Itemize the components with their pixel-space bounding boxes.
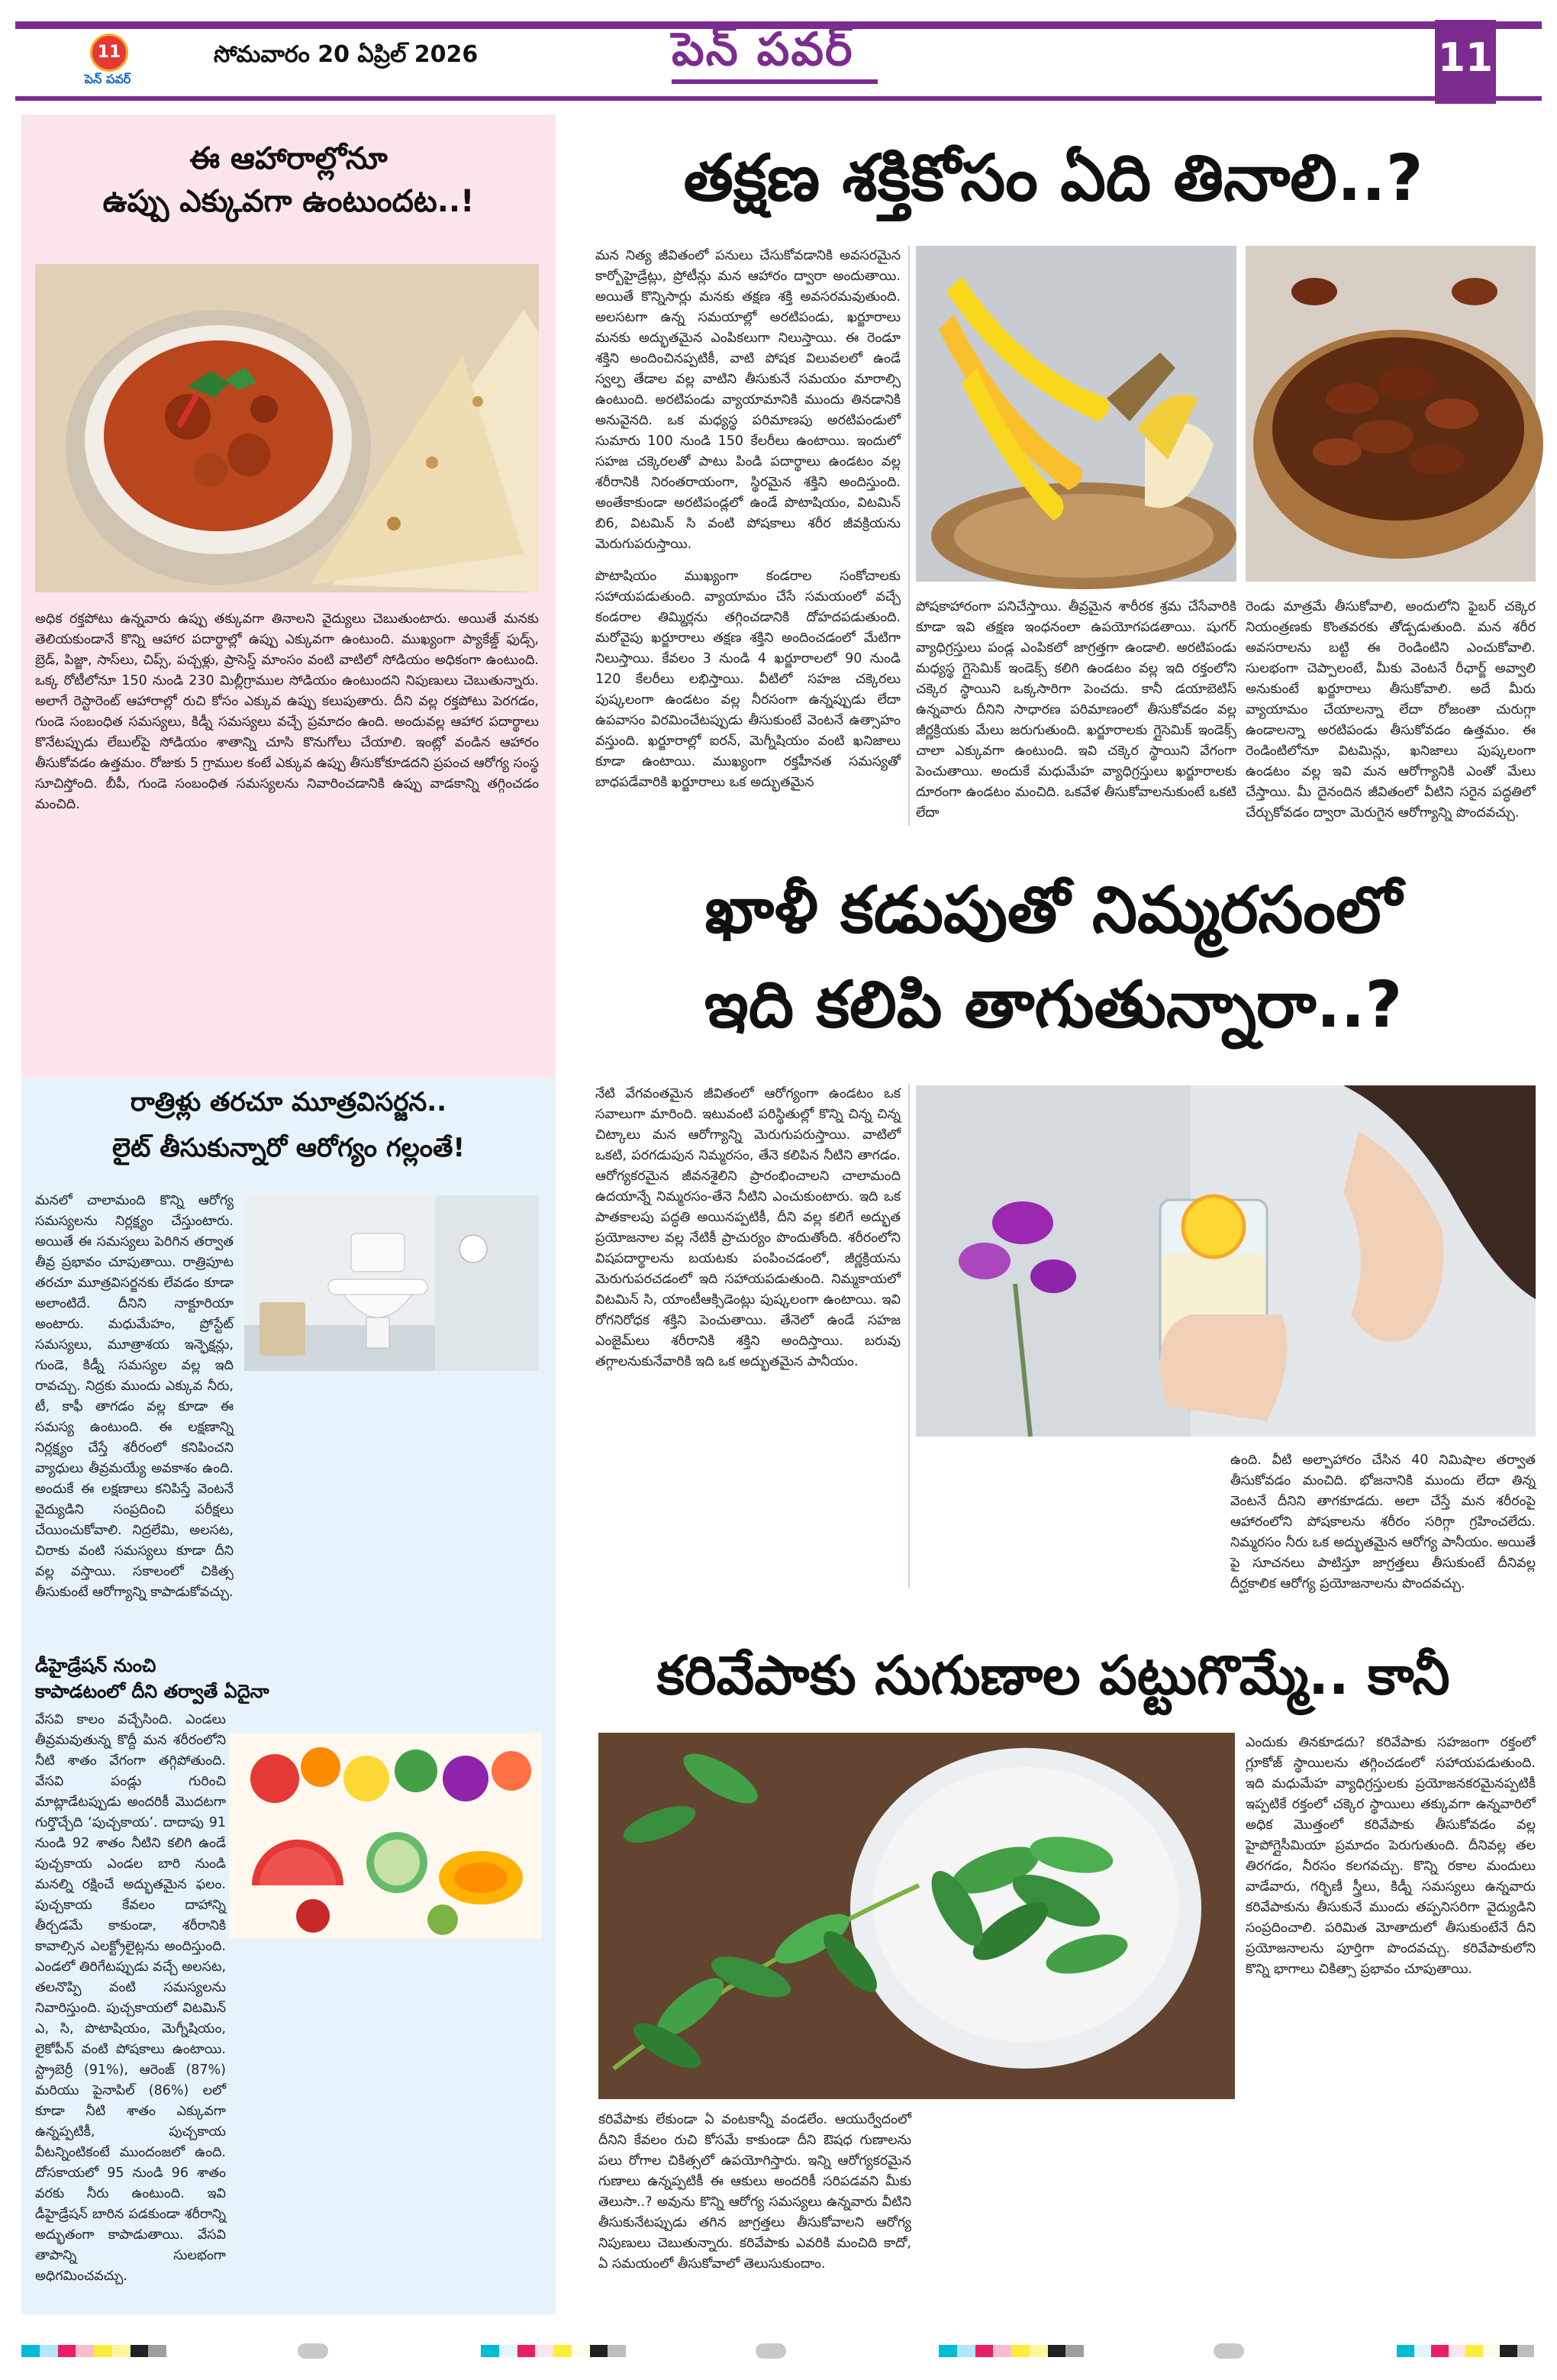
curry-body-right: ఎందుకు తినకూడదు? కరివేపాకు సహజంగా రక్తంలో గ్లూకోజ్ స్థాయిలను తగ్గించడంలో సహాయపడుతుంది. ఇది మధుమేహ వ్యాధిగ్రస్తులకు ప్రయోజనకరమైనప్పటికీ ఇప్పటికే రక్తంలో చక్కెర స్థాయిలు తక్కువగా ఉన్నవారిలో అధిక మొత్తంలో కరివేపాకు తీసుకోవడం వల్ల హైపోగ్లైసీమియా ప్రమాదం పెరుగుతుంది. దీనివల్ల తల తిరగడం, నీరసం కలగవచ్చు. కొన్ని రకాల మందులు వాడేవారు, గర్భిణీ స్త్రీలు, కిడ్నీ సమస్యలు ఉన్నవారు కరివేపాకును తీసుకునే ముందు తప్పనిసరిగా వైద్యుడిని సంప్రదించాలి. పరిమిత మోతాదులో తీసుకుంటేనే దీని ప్రయోజనాలను పూర్తిగా పొందవచ్చు. కరివేపాకులోని కొన్ని భాగాలు చికిత్సా ప్రభావం చూపుతాయి.	[1246, 1735, 1536, 1977]
urination-headline-line1: రాత్రిళ్లు తరచూ మూత్రవిసర్జన..	[130, 1087, 447, 1117]
energy-body-right: రెండు మాత్రమే తీసుకోవాలి, అందులోని ఫైబర్ చక్కెర నియంత్రణకు కొంతవరకు తోడ్పడుతుంది. మన శరీర అవసరాలను బట్టి ఈ రెండింటిని ఎంచుకోవాలి. సులభంగా చెప్పాలంటే, మీకు వెంటనే రీఛార్జ్ అవ్వాలి అనుకుంటే ఖర్జూరాలు తీసుకోవాలి. అదే మీరు వ్యాయామం చేయాలన్నా లేదా రోజంతా చురుగ్గా ఉండాలన్నా అరటిపండు తీసుకోవడం ఉత్తమం. ఈ రెండింటిలోనూ విటమిన్లు, ఖనిజాలు పుష్కలంగా ఉండటం వల్ల ఇవి మన ఆరోగ్యానికి ఎంతో మేలు చేస్తాయి. మీ దైనందిన జీవితంలో వీటిని సరైన పద్ధతిలో చేర్చుకోవడం ద్వారా మెరుగైన ఆరోగ్యాన్ని పొందవచ్చు.	[1246, 599, 1536, 821]
lemon-headline-line2: ఇది కలిపి తాగుతున్నారా..?	[704, 967, 1403, 1042]
lemon-headline	[565, 863, 1542, 1052]
salt-headline-line1: ఈ ఆహారాల్లోనూ	[189, 141, 388, 176]
lemon-headline-line1: ఖాళీ కడుపుతో నిమ్మరసంలో	[704, 872, 1402, 947]
urination-headline-line2: లైట్ తీసుకున్నారో ఆరోగ్యం గల్లంతే!	[112, 1133, 465, 1163]
registration-dot	[756, 2343, 786, 2359]
lemon-body-mid	[916, 1450, 1221, 1588]
paper-logo[interactable]	[73, 31, 142, 92]
dehydration-subhead-line2: కాపాడటంలో దీని తర్వాతే ఏదైనా	[35, 1681, 269, 1702]
lemon-body-left: నేటి వేగవంతమైన జీవితంలో ఆరోగ్యంగా ఉండటం ఒక సవాలుగా మారింది. ఇటువంటి పరిస్థితుల్లో కొన్ని చిన్న చిన్న చిట్కాలు మన ఆరోగ్యాన్ని మెరుగుపరుస్తాయి. వాటిలో ఒకటి, పరగడుపున నిమ్మరసం, తేనె కలిపిన నీటిని తాగడం. ఆరోగ్యకరమైన జీవనశైలిని ప్రారంభించాలని చాలామంది ఉదయాన్నే నిమ్మరసం-తేనె నీటిని ఎంచుకుంటారు. ఇది ఒక పాతకాలపు పద్ధతి అయినప్పటికీ, దీని వల్ల కలిగే అద్భుత ప్రయోజనాల వల్ల నేటికీ ప్రాచుర్యం పొందుతోంది. శరీరంలోని విషపదార్థాలను బయటకు పంపించడంలో, జీర్ణక్రియను మెరుగుపరచడంలో ఇది సహాయపడుతుంది. నిమ్మకాయలో విటమిన్ సి, యాంటీఆక్సిడెంట్లు పుష్కలంగా ఉంటాయి. ఇవి రోగనిరోధక శక్తిని పెంచుతాయి. తేనెలో ఉండే సహజ ఎంజైమ్‌లు శరీరానికి శక్తిని అందిస్తాయి. బరువు తగ్గాలనుకునేవారికి ఇది ఒక అద్భుతమైన పానీయం.	[595, 1086, 901, 1369]
curry-leaves-image	[598, 1733, 1235, 2099]
dehydration-body-cont	[35, 2099, 539, 2305]
registration-marks	[1397, 2345, 1534, 2357]
curry-body-mid	[922, 2110, 1235, 2308]
registration-dot	[1214, 2343, 1244, 2359]
registration-marks	[939, 2345, 1084, 2357]
energy-body-mid: పొటాషియం ముఖ్యంగా కండరాల సంకోచాలకు సహాయపడుతుంది. వ్యాయామం చేసే సమయంలో వచ్చే కండరాల తిమ్మిర్లను తగ్గించడానికి దోహదపడుతుంది. మరోవైపు ఖర్జూరాలు తక్షణ శక్తిని అందించడంలో మేటిగా నిలుస్తాయి. కేవలం 3 నుండి 4 ఖర్జూరాలలో 90 నుండి 120 కేలరీలు లభిస్తాయి. వీటిలో సహజ చక్కెరలు పుష్కలంగా ఉండటం వల్ల నీరసంగా ఉన్నప్పుడు లేదా ఉపవాసం విరమించేటప్పుడు తీసుకుంటే వెంటనే ఉత్సాహం వస్తుంది. ఖర్జూరాల్లో ఐరన్, మెగ్నీషియం వంటి ఖనిజాలు కూడా ఉంటాయి. ముఖ్యంగా రక్తహీనత సమస్యతో బాధపడేవారికి ఖర్జూరాలు ఒక అద్భుతమైన	[595, 569, 901, 790]
salt-headline-line2: ఉప్పు ఎక్కువగా ఉంటుందట..!	[102, 184, 475, 219]
lemon-water-image	[916, 1085, 1536, 1437]
registration-dot	[298, 2343, 328, 2359]
curry-plate-image	[35, 264, 539, 592]
energy-body-left: మన నిత్య జీవితంలో పనులు చేసుకోవడానికి అవసరమైన కార్బోహైడ్రేట్లు, ప్రోటీన్లు మన ఆహారం ద్వారా అందుతాయి. అయితే కొన్నిసార్లు మనకు తక్షణ శక్తి అవసరమవుతుంది. అలసటగా ఉన్న సమయాల్లో అరటిపండు, ఖర్జూరాలు మనకు అద్భుతమైన ఎంపికలుగా నిలుస్తాయి. ఈ రెండూ శక్తిని అందించినప్పటికీ, వాటి పోషక విలువలలో ఉండే స్వల్ప తేడాల వల్ల వాటిని తీసుకునే సమయం మారాల్సి ఉంటుంది. అరటిపండు వ్యాయామానికి ముందు తినడానికి అనువైనది. ఒక మధ్యస్థ పరిమాణపు అరటిపండులో సుమారు 100 నుండి 150 కేలరీలు ఉంటాయి. ఇందులో సహజ చక్కెరలతో పాటు పిండి పదార్థాలు ఉండటం వల్ల శరీరానికి నిరంతరాయంగా, స్థిరమైన శక్తిని అందిస్తుంది. అంతేకాకుండా అరటిపండ్లలో ఉండే పొటాషియం, విటమిన్ బి6, విటమిన్ సి వంటి పోషకాలు శరీర జీవక్రియను మెరుగుపరుస్తాయి.	[595, 248, 901, 552]
registration-marks	[21, 2345, 166, 2357]
energy-headline: తక్షణ శక్తికోసం ఏది తినాలి..?	[683, 140, 1423, 215]
urination-headline	[21, 1079, 556, 1171]
urination-body-col: మనలో చాలామంది కొన్ని ఆరోగ్య సమస్యలను నిర్లక్ష్యం చేస్తుంటారు. అయితే ఈ సమస్యలు పెరిగిన తర్వాత తీవ్ర ప్రభావం చూపుతాయి. రాత్రిపూట తరచూ మూత్రవిసర్జనకు లేవడం కూడా అలాంటిదే. దీనిని నాక్టూరియా అంటారు. మధుమేహం, ప్రోస్టేట్ సమస్యలు, మూత్రాశయ ఇన్ఫెక్షన్లు, గుండె, కిడ్నీ సమస్యల వల్ల ఇది రావచ్చు. నిద్రకు ముందు ఎక్కువ నీరు, టీ, కాఫీ తాగడం వల్ల కూడా ఈ సమస్య ఉంటుంది. ఈ లక్షణాన్ని నిర్లక్ష్యం చేస్తే శరీరంలో కనిపించని వ్యాధులు తీవ్రమయ్యే అవకాశం ఉంది. అందుకే ఈ లక్షణాలు కనిపిస్తే వెంటనే వైద్యుడిని సంప్రదించి పరీక్షలు చేయించుకోవాలి. నిద్రలేమి, అలసట, చిరాకు వంటి సమస్యలు కూడా దీని వల్ల వస్తాయి. సకాలంలో చికిత్స తీసుకుంటే ఆరోగ్యాన్ని కాపాడుకోవచ్చు.	[35, 1193, 234, 1600]
paper-title: పెన్ పవర్	[672, 23, 854, 76]
curry-body-left: కరివేపాకు లేకుండా ఏ వంటకాన్నీ వండలేం. ఆయుర్వేదంలో దీనిని కేవలం రుచి కోసమే కాకుండా దీని ఔషధ గుణాలను పలు రోగాల చికిత్సలో ఉపయోగిస్తారు. ఇన్ని ఆరోగ్యకరమైన గుణాలు ఉన్నప్పటికీ ఈ ఆకులు అందరికీ సరిపడవని మీకు తెలుసా..? అవును కొన్ని ఆరోగ్య సమస్యలు ఉన్నవారు వీటిని తీసుకునేటప్పుడు తగిన జాగ్రత్తలు తీసుకోవాలని ఆరోగ్య నిపుణులు చెబుతున్నారు. కరివేపాకు ఎవరికి మంచిది కాదో, ఏ సమయంలో తీసుకోవాలో తెలుసుకుందాం.	[598, 2112, 911, 2272]
toilet-image	[244, 1195, 539, 1371]
issue-date: సోమవారం 20 ఏప్రిల్ 2026	[214, 41, 479, 68]
fruits-image	[229, 1733, 542, 1939]
lemon-body-right: ఉంది. వీటి అల్పాహారం చేసిన 40 నిమిషాల తర్వాత తీసుకోవడం మంచిది. భోజనానికి ముందు లేదా తిన్న వెంటనే దీనిని తాగకూడదు. అలా చేస్తే మన శరీరంపై ఆహారంలోని పోషకాలను శరీరం సరిగ్గా గ్రహించలేదు. నిమ్మరసం నీరు ఒక అద్భుతమైన ఆరోగ్య పానీయం. అయితే పై సూచనలు పాటిస్తూ జాగ్రత్తలు తీసుకుంటే దీనివల్ల దీర్ఘకాలిక ఆరోగ్య ప్రయోజనాలను పొందవచ్చు.	[1230, 1453, 1536, 1592]
banana-image	[916, 246, 1236, 582]
salt-body: అధిక రక్తపోటు ఉన్నవారు ఉప్పు తక్కువగా తినాలని వైద్యులు చెబుతుంటారు. అయితే మనకు తెలియకుండానే కొన్ని ఆహార పదార్థాల్లో ఉప్పు ఎక్కువగా ఉంటుంది. ముఖ్యంగా ప్యాకేజ్డ్ ఫుడ్స్, బ్రెడ్, పిజ్జా, సాస్‌లు, చిప్స్, పచ్చళ్లు, ప్రాసెస్డ్ మాంసం వంటి వాటిలో సోడియం అధికంగా ఉంటుంది. ఒక్క రోటీలోనూ 150 నుండి 230 మిల్లీగ్రాముల సోడియం ఉంటుందని నిపుణులు చెబుతున్నారు. అలాగే రెస్టారెంట్ ఆహారాల్లో రుచి కోసం ఎక్కువ ఉప్పు కలుపుతారు. దీని వల్ల రక్తపోటు పెరగడం, గుండె సంబంధిత సమస్యలు, కిడ్నీ సమస్యలు వచ్చే ప్రమాదం ఉంది. అందువల్ల ఆహార పదార్థాలు కొనేటప్పుడు లేబుల్‌పై సోడియం శాతాన్ని చూసి కొనుగోలు చేయాలి. ఇంట్లో వండిన ఆహారం తీసుకోవడం ఉత్తమం. రోజుకు 5 గ్రాముల కంటే ఎక్కువ ఉప్పు తీసుకోకూడదని ప్రపంచ ఆరోగ్య సంస్థ సూచిస్తోంది. బీపీ, గుండె సంబంధిత సమస్యలను నివారించడానికి ఉప్పు వాడకాన్ని తగ్గించడం మంచిది.	[35, 611, 539, 812]
urination-body-cont	[35, 1389, 539, 1641]
dehydration-body: వేసవి కాలం వచ్చేసింది. ఎండలు తీవ్రమవుతున్న కొద్దీ మన శరీరంలోని నీటి శాతం వేగంగా తగ్గిపోతుంది. వేసవి పండ్లు గురించి మాట్లాడేటప్పుడు అందరికీ మొదటగా గుర్తొచ్చేది ‘పుచ్చకాయ’. దాదాపు 91 నుండి 92 శాతం నీటిని కలిగి ఉండే పుచ్చకాయ ఎండల బారి నుండి మనల్ని రక్షించే అద్భుతమైన ఫలం. పుచ్చకాయ కేవలం దాహాన్ని తీర్చడమే కాకుండా, శరీరానికి కావాల్సిన ఎలక్ట్రోలైట్లను అందిస్తుంది. ఎండలో తిరిగేటప్పుడు వచ్చే అలసట, తలనొప్పి వంటి సమస్యలను నివారిస్తుంది. పుచ్చకాయలో విటమిన్ ఎ, సి, పొటాషియం, మెగ్నీషియం, లైకోపీన్ వంటి పోషకాలు ఉంటాయి. స్ట్రాబెర్రీ (91%), ఆరెంజ్ (87%) మరియు పైనాపిల్ (86%) లలో కూడా నీటి శాతం ఎక్కువగా ఉన్నప్పటికీ, పుచ్చకాయ వీటన్నింటికంటే ముందంజలో ఉంది. దోసకాయలో 95 నుండి 96 శాతం వరకు నీరు ఉంటుంది. ఇవి డీహైడ్రేషన్ బారిన పడకుండా శరీరాన్ని అద్భుతంగా కాపాడుతాయి. వేసవి తాపాన్ని సులభంగా అధిగమించవచ్చు.	[35, 1712, 227, 2284]
dehydration-subhead-line1: డీహైడ్రేషన్ నుంచి	[35, 1655, 156, 1676]
salt-headline	[21, 137, 556, 223]
logo-badge-icon: 11	[90, 34, 128, 72]
paper-title-underline	[672, 79, 878, 84]
logo-text: పెన్ పవర్	[84, 72, 131, 86]
curry-headline: కరివేపాకు సుగుణాల పట్టుగొమ్మే.. కానీ	[656, 1644, 1450, 1707]
page-number: 11	[1435, 20, 1496, 104]
registration-marks	[481, 2345, 626, 2357]
column-divider	[908, 246, 910, 826]
masthead-bottom-rule	[15, 96, 1542, 101]
dehydration-subhead	[35, 1653, 269, 1704]
energy-body-mid2: పోషకాహారంగా పనిచేస్తాయి. తీవ్రమైన శారీరక శ్రమ చేసేవారికి కూడా ఇవి తక్షణ ఇంధనంలా ఉపయోగపడతాయి. షుగర్ వ్యాధిగ్రస్తులు పండ్ల ఎంపికలో జాగ్రత్తగా ఉండాలి. అరటిపండు మధ్యస్థ గ్లైసెమిక్ ఇండెక్స్ కలిగి ఉండటం వల్ల ఇది రక్తంలోని చక్కెర స్థాయిని ఒక్కసారిగా పెంచదు. కానీ డయాబెటిస్ ఉన్నవారు దీనిని సాధారణ పరిమాణంలో తీసుకోవడం వల్ల జీర్ణక్రియకు మేలు జరుగుతుంది. ఖర్జూరాలకు గ్లైసెమిక్ ఇండెక్స్ చాలా ఎక్కువగా ఉంటుంది. ఇవి చక్కెర స్థాయిని వేగంగా పెంచుతాయి. అందుకే మధుమేహ వ్యాధిగ్రస్తులు ఖర్జూరాలకు దూరంగా ఉండటం మంచిది. ఒకవేళ తీసుకోవాలనుకుంటే ఒకటి లేదా	[916, 599, 1236, 821]
dates-image	[1246, 246, 1536, 582]
column-divider	[908, 1084, 910, 1588]
